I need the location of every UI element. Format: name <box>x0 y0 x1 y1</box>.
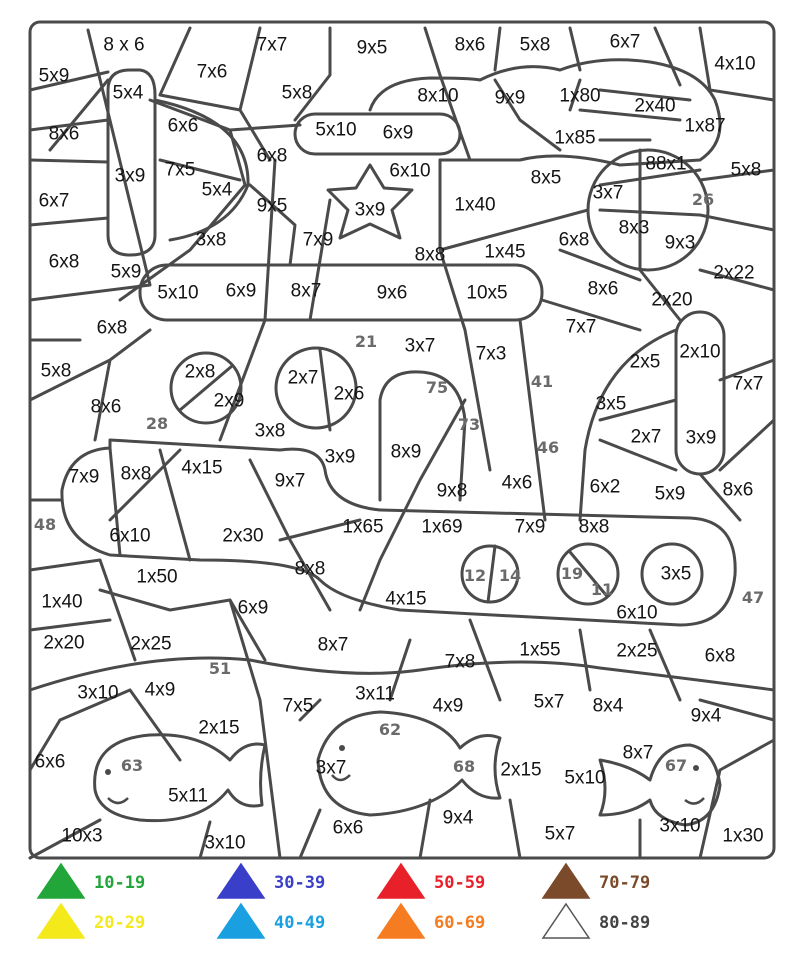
legend-triangle-icon <box>216 860 266 900</box>
puzzle-cell-16[interactable]: 8x6 <box>48 123 80 145</box>
prefilled-answer-3: 75 <box>425 378 449 397</box>
puzzle-cell-65[interactable]: 3x5 <box>595 393 627 415</box>
puzzle-cell-64[interactable]: 2x9 <box>213 390 245 412</box>
legend-triangle-icon <box>376 900 426 940</box>
puzzle-cell-78[interactable]: 5x9 <box>654 483 686 505</box>
puzzle-cell-97[interactable]: 1x55 <box>519 639 561 661</box>
puzzle-cell-25[interactable]: 6x10 <box>389 160 431 182</box>
puzzle-cell-13[interactable]: 9x9 <box>494 87 526 109</box>
puzzle-cell-22[interactable]: 3x9 <box>114 165 146 187</box>
puzzle-cell-60[interactable]: 2x6 <box>333 383 365 405</box>
fish-3 <box>600 742 720 825</box>
puzzle-cell-117[interactable]: 3x10 <box>204 832 246 854</box>
region-line <box>30 250 774 440</box>
puzzle-cell-43[interactable]: 5x9 <box>110 261 142 283</box>
puzzle-cell-80[interactable]: 6x10 <box>109 525 151 547</box>
region-line <box>50 80 300 300</box>
puzzle-cell-6[interactable]: 6x7 <box>609 31 641 53</box>
puzzle-cell-111[interactable]: 2x15 <box>500 759 542 781</box>
puzzle-cell-59[interactable]: 2x7 <box>287 367 319 389</box>
legend-range-label: 20-29 <box>94 913 146 933</box>
puzzle-cell-1[interactable]: 8 x 6 <box>103 34 145 56</box>
puzzle-cell-87[interactable]: 1x50 <box>136 566 178 588</box>
puzzle-cell-76[interactable]: 4x6 <box>501 472 533 494</box>
puzzle-cell-32[interactable]: 1x40 <box>454 194 496 216</box>
puzzle-cell-81[interactable]: 2x30 <box>222 525 264 547</box>
prefilled-answer-10: 14 <box>498 566 522 585</box>
puzzle-cell-118[interactable]: 6x6 <box>332 817 364 839</box>
puzzle-cell-36[interactable]: 8x3 <box>618 217 650 239</box>
prefilled-answer-2: 21 <box>354 332 378 351</box>
puzzle-cell-10[interactable]: 5x4 <box>112 82 144 104</box>
puzzle-cell-113[interactable]: 8x7 <box>622 742 654 764</box>
puzzle-cell-24[interactable]: 6x8 <box>256 145 288 167</box>
puzzle-cell-98[interactable]: 2x25 <box>616 640 658 662</box>
puzzle-cell-71[interactable]: 3x9 <box>324 446 356 468</box>
puzzle-cell-82[interactable]: 1x65 <box>342 516 384 538</box>
puzzle-cell-56[interactable]: 2x10 <box>679 341 721 363</box>
puzzle-cell-61[interactable]: 2x5 <box>629 351 661 373</box>
fish-eye <box>339 745 345 751</box>
puzzle-cell-4[interactable]: 8x6 <box>454 34 486 56</box>
puzzle-cell-99[interactable]: 6x8 <box>704 645 736 667</box>
puzzle-cell-29[interactable]: 5x4 <box>201 179 233 201</box>
puzzle-cell-121[interactable]: 1x30 <box>722 825 764 847</box>
puzzle-cell-88[interactable]: 8x8 <box>294 558 326 580</box>
puzzle-cell-105[interactable]: 8x4 <box>592 695 624 717</box>
prefilled-answer-5: 28 <box>145 414 169 433</box>
puzzle-cell-30[interactable]: 9x5 <box>256 195 288 217</box>
puzzle-cell-41[interactable]: 1x45 <box>484 241 526 263</box>
puzzle-cell-100[interactable]: 3x10 <box>77 682 119 704</box>
puzzle-cell-15[interactable]: 2x40 <box>634 95 676 117</box>
puzzle-cell-91[interactable]: 1x40 <box>41 591 83 613</box>
puzzle-cell-39[interactable]: 6x8 <box>558 229 590 251</box>
puzzle-cell-37[interactable]: 3x8 <box>195 229 227 251</box>
puzzle-cell-14[interactable]: 1x80 <box>559 85 601 107</box>
puzzle-cell-18[interactable]: 5x10 <box>315 119 357 141</box>
puzzle-cell-38[interactable]: 9x3 <box>664 232 696 254</box>
puzzle-cell-68[interactable]: 3x9 <box>685 427 717 449</box>
puzzle-cell-20[interactable]: 1x85 <box>554 127 596 149</box>
puzzle-cell-89[interactable]: 4x15 <box>385 588 427 610</box>
legend-range-label: 80-89 <box>599 913 651 933</box>
legend-range-label: 50-59 <box>434 873 486 893</box>
puzzle-cell-101[interactable]: 4x9 <box>144 679 176 701</box>
prefilled-answer-6: 73 <box>457 415 481 434</box>
puzzle-cell-104[interactable]: 5x7 <box>533 691 565 713</box>
puzzle-cell-79[interactable]: 8x6 <box>722 479 754 501</box>
puzzle-cell-53[interactable]: 7x7 <box>565 316 597 338</box>
prefilled-answer-9: 12 <box>463 566 487 585</box>
legend-triangle-icon <box>541 860 591 900</box>
prefilled-answer-8: 48 <box>33 515 57 534</box>
puzzle-cell-66[interactable]: 3x8 <box>254 420 286 442</box>
puzzle-cell-109[interactable]: 6x6 <box>34 751 66 773</box>
puzzle-cell-93[interactable]: 2x20 <box>43 632 85 654</box>
prefilled-answer-11: 19 <box>560 564 584 583</box>
fish-mouth <box>685 798 704 804</box>
puzzle-cell-26[interactable]: 88x1 <box>645 153 687 175</box>
prefilled-answer-15: 62 <box>378 720 402 739</box>
puzzle-cell-110[interactable]: 3x7 <box>315 757 347 779</box>
puzzle-cell-46[interactable]: 6x9 <box>225 280 257 302</box>
puzzle-cell-57[interactable]: 5x8 <box>40 360 72 382</box>
prefilled-answer-4: 41 <box>530 372 554 391</box>
puzzle-cell-83[interactable]: 1x69 <box>421 516 463 538</box>
puzzle-cell-116[interactable]: 10x3 <box>61 825 103 847</box>
puzzle-cell-44[interactable]: 2x22 <box>713 262 755 284</box>
puzzle-cell-55[interactable]: 7x3 <box>475 343 507 365</box>
puzzle-cell-107[interactable]: 2x15 <box>198 717 240 739</box>
legend-range-label: 40-49 <box>274 913 326 933</box>
puzzle-border <box>30 22 774 858</box>
puzzle-cell-75[interactable]: 9x8 <box>436 480 468 502</box>
fish-eye <box>105 769 111 775</box>
legend-triangle-icon <box>376 860 426 900</box>
puzzle-cell-106[interactable]: 7x5 <box>282 695 314 717</box>
prefilled-answer-12: 11 <box>590 580 614 599</box>
puzzle-cell-31[interactable]: 3x9 <box>354 199 386 221</box>
puzzle-cell-34[interactable]: 3x7 <box>592 182 624 204</box>
puzzle-cell-19[interactable]: 6x9 <box>382 122 414 144</box>
puzzle-cell-51[interactable]: 2x20 <box>651 289 693 311</box>
puzzle-cell-27[interactable]: 5x8 <box>730 159 762 181</box>
legend-range-label: 30-39 <box>274 873 326 893</box>
prefilled-answer-13: 47 <box>741 588 765 607</box>
puzzle-cell-62[interactable]: 7x7 <box>732 373 764 395</box>
puzzle-cell-108[interactable]: 9x4 <box>690 705 722 727</box>
prefilled-answer-7: 46 <box>536 438 560 457</box>
puzzle-cell-50[interactable]: 8x6 <box>587 278 619 300</box>
puzzle-cell-12[interactable]: 8x10 <box>417 85 459 107</box>
prefilled-answer-18: 67 <box>664 756 688 775</box>
puzzle-cell-17[interactable]: 6x6 <box>167 115 199 137</box>
puzzle-cell-90[interactable]: 6x10 <box>616 602 658 624</box>
legend-triangle-icon <box>541 900 591 940</box>
puzzle-cell-28[interactable]: 6x7 <box>38 190 70 212</box>
puzzle-cell-40[interactable]: 8x8 <box>414 244 446 266</box>
fish-eye <box>693 765 699 771</box>
puzzle-cell-115[interactable]: 9x4 <box>442 807 474 829</box>
puzzle-cell-72[interactable]: 7x9 <box>68 466 100 488</box>
puzzle-cell-103[interactable]: 4x9 <box>432 695 464 717</box>
puzzle-cell-35[interactable]: 7x9 <box>302 229 334 251</box>
puzzle-cell-11[interactable]: 5x8 <box>281 82 313 104</box>
prefilled-answer-17: 68 <box>452 757 476 776</box>
fish-1 <box>95 735 265 821</box>
puzzle-cell-23[interactable]: 7x5 <box>164 159 196 181</box>
legend-triangle-icon <box>216 900 266 940</box>
puzzle-cell-114[interactable]: 5x11 <box>168 785 208 807</box>
fish-mouth <box>108 798 128 803</box>
puzzle-cell-94[interactable]: 2x25 <box>130 633 172 655</box>
legend-triangle-icon <box>36 900 86 940</box>
legend-triangle-icon <box>36 860 86 900</box>
prefilled-answer-16: 63 <box>120 756 144 775</box>
puzzle-cell-48[interactable]: 9x6 <box>376 282 408 304</box>
puzzle-cell-73[interactable]: 8x8 <box>120 463 152 485</box>
prefilled-answer-14: 51 <box>208 659 232 678</box>
puzzle-cell-5[interactable]: 5x8 <box>519 34 551 56</box>
puzzle-cell-67[interactable]: 2x7 <box>630 426 662 448</box>
puzzle-cell-120[interactable]: 3x10 <box>659 815 701 837</box>
puzzle-cell-96[interactable]: 7x8 <box>444 651 476 673</box>
puzzle-cell-33[interactable]: 8x5 <box>530 167 562 189</box>
puzzle-cell-7[interactable]: 4x10 <box>714 53 756 75</box>
puzzle-cell-42[interactable]: 6x8 <box>48 251 80 273</box>
puzzle-cell-74[interactable]: 9x7 <box>274 470 306 492</box>
region-line <box>360 400 465 610</box>
puzzle-cell-95[interactable]: 8x7 <box>317 634 349 656</box>
puzzle-cell-2[interactable]: 7x7 <box>256 34 288 56</box>
legend-range-label: 70-79 <box>599 873 651 893</box>
puzzle-cell-112[interactable]: 5x10 <box>564 767 606 789</box>
puzzle-cell-69[interactable]: 8x9 <box>390 441 422 463</box>
puzzle-cell-58[interactable]: 2x8 <box>184 361 216 383</box>
puzzle-cell-63[interactable]: 8x6 <box>90 396 122 418</box>
puzzle-cell-9[interactable]: 7x6 <box>196 61 228 83</box>
puzzle-cell-85[interactable]: 8x8 <box>578 516 610 538</box>
puzzle-cell-86[interactable]: 3x5 <box>660 563 692 585</box>
puzzle-cell-21[interactable]: 1x87 <box>684 115 726 137</box>
puzzle-cell-49[interactable]: 10x5 <box>466 282 508 304</box>
pill-right <box>676 312 724 474</box>
puzzle-cell-84[interactable]: 7x9 <box>514 516 546 538</box>
legend-range-label: 10-19 <box>94 873 146 893</box>
puzzle-cell-3[interactable]: 9x5 <box>356 37 388 59</box>
puzzle-cell-45[interactable]: 5x10 <box>157 282 199 304</box>
puzzle-cell-54[interactable]: 3x7 <box>404 335 436 357</box>
puzzle-cell-92[interactable]: 6x9 <box>237 597 269 619</box>
prefilled-answer-1: 26 <box>691 190 715 209</box>
puzzle-cell-119[interactable]: 5x7 <box>544 823 576 845</box>
puzzle-cell-77[interactable]: 6x2 <box>589 476 621 498</box>
puzzle-cell-52[interactable]: 6x8 <box>96 317 128 339</box>
puzzle-cell-8[interactable]: 5x9 <box>38 65 70 87</box>
legend-range-label: 60-69 <box>434 913 486 933</box>
puzzle-cell-70[interactable]: 4x15 <box>181 457 223 479</box>
puzzle-cell-102[interactable]: 3x11 <box>355 683 395 705</box>
puzzle-cell-47[interactable]: 8x7 <box>290 280 322 302</box>
